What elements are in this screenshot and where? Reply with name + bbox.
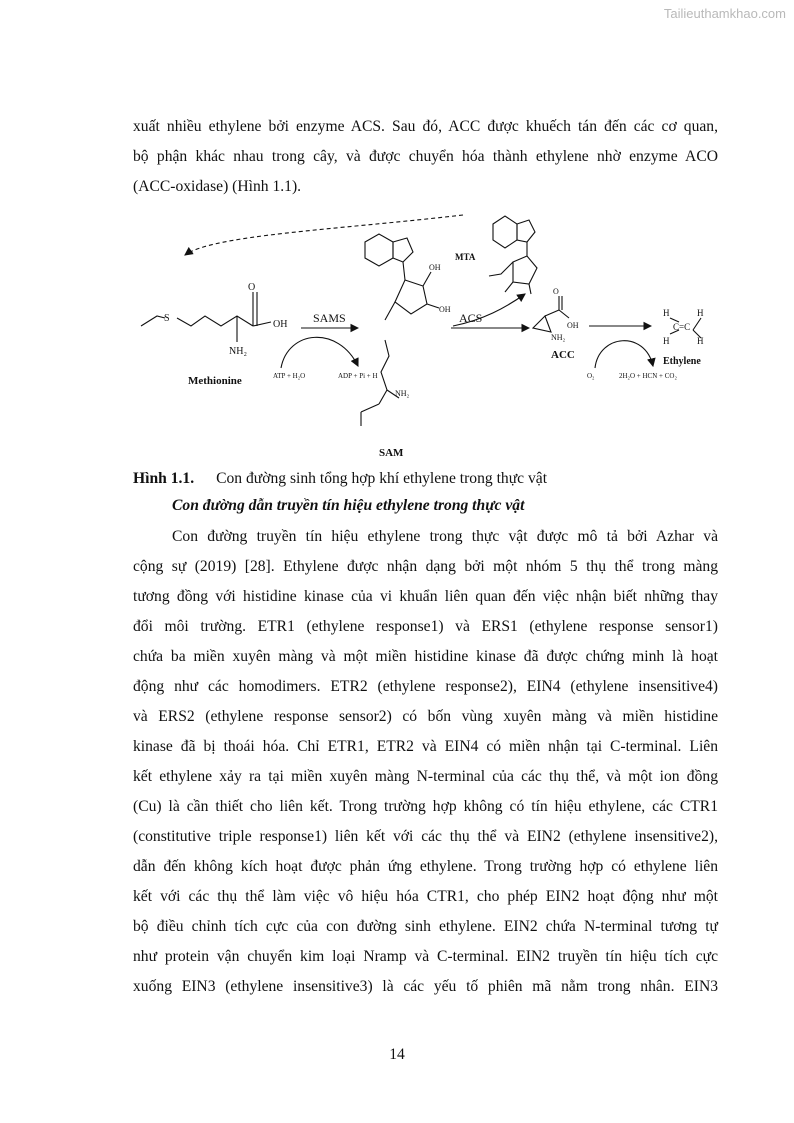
adp-label: ADP + Pi + H — [338, 372, 378, 380]
intro-line: (ACC-oxidase) (Hình 1.1). — [133, 178, 302, 195]
mta-adenine — [493, 216, 517, 248]
h-atom: H — [697, 308, 704, 318]
acc-ring — [533, 316, 551, 332]
mta-label: MTA — [455, 252, 476, 262]
acc-nh2-label: NH₂ — [551, 333, 566, 342]
body-line: kết ethylene xảy ra tại miền xuyên màng N-terminal của các thụ thể, và một ion đồng — [133, 768, 718, 785]
body-line: và ERS2 (ethylene response sensor2) có bốn vùng xuyên màng và miền histidine — [133, 708, 718, 725]
sam-oh-label: OH — [429, 263, 441, 272]
body-line: (constitutive triple response1) liên kết với các thụ thể và EIN2 (ethylene insensitive2), — [133, 828, 718, 845]
acc-oh-label: OH — [567, 321, 579, 330]
body-line: tương đồng với histidine kinase của vi khuẩn liên quan đến việc nhận biết những thay — [133, 588, 718, 605]
sam-adenine — [365, 234, 393, 266]
body-paragraph — [133, 522, 718, 1002]
acc-o-label: O — [553, 287, 559, 296]
body-line: như protein vận chuyển kim loại Nramp và C-terminal. EIN2 truyền tín hiệu tích cực — [133, 948, 718, 965]
figure-ethylene-biosynthesis — [133, 200, 723, 462]
sam-nh2-label: NH₂ — [395, 389, 410, 398]
body-line: bộ điều chỉnh tích cực của con đường sinh ethylene. EIN2 chứa N-terminal tương tự — [133, 918, 718, 935]
h-atom: H — [663, 336, 670, 346]
sams-label: SAMS — [313, 311, 346, 325]
sam-oh2-label: OH — [439, 305, 451, 314]
o-atom: O — [248, 282, 256, 293]
methionine-bond — [141, 316, 165, 326]
intro-paragraph — [133, 112, 718, 202]
body-line: kết với các thụ thể làm việc vô hiệu hóa CTR1, cho phép EIN2 hoạt động như một — [133, 888, 718, 905]
pathway-diagram — [133, 200, 723, 462]
body-line: Con đường truyền tín hiệu ethylene trong thực vật được mô tả bởi Azhar và — [172, 528, 718, 545]
sam-label: SAM — [379, 447, 404, 459]
watermark: Tailieuthamkhao.com — [663, 6, 786, 21]
figure-caption — [133, 470, 547, 488]
body-line: chứa ba miền xuyên màng và một miền histidine kinase đã được chứng minh là hoạt — [133, 648, 718, 665]
body-line: kinase đã bị thoái hóa. Chỉ ETR1, ETR2 và EIN4 có miền nhận tại C-terminal. Liên — [133, 738, 718, 755]
body-line: dẫn đến không kích hoạt được phản ứng ethylene. Trong trường hợp có ethylene liên — [133, 858, 718, 875]
caption-text: Con đường sinh tổng hợp khí ethylene trong thực vật — [216, 470, 548, 487]
caption-label: Hình 1.1. — [133, 470, 195, 487]
ethylene-cc: C=C — [673, 322, 691, 332]
acc-label: ACC — [551, 349, 575, 361]
sam-chain — [379, 340, 389, 404]
body-line: đổi môi trường. ETR1 (ethylene response1) và ERS1 (ethylene response sensor1) — [133, 618, 718, 635]
atp-label: ATP + H₂O — [273, 372, 306, 380]
h-atom: H — [663, 308, 670, 318]
intro-line: bộ phận khác nhau trong cây, và được chuyển hóa thành ethylene nhờ enzyme ACO — [133, 148, 718, 165]
oh-label: OH — [273, 319, 288, 330]
methionine-chain — [177, 316, 253, 326]
recycle-arrow — [185, 215, 463, 255]
body-line: xuống EIN3 (ethylene insensitive3) là các yếu tố phiên mã nằm trong nhân. EIN3 — [133, 978, 718, 995]
nh2-label: NH₂ — [229, 346, 247, 357]
body-line: (Cu) là cần thiết cho liên kết. Trong trường hợp không có tín hiệu ethylene, các CTR1 — [133, 798, 718, 815]
s-atom: S — [164, 313, 170, 324]
section-subheading: Con đường dẫn truyền tín hiệu ethylene trong thực vật — [172, 497, 525, 514]
products-label: 2H₂O + HCN + CO₂ — [619, 372, 677, 380]
ethylene-label: Ethylene — [663, 356, 701, 367]
acs-label: ACS — [459, 311, 483, 325]
methionine-label: Methionine — [188, 375, 242, 387]
body-line: cộng sự (2019) [28]. Ethylene được nhận dạng bởi một nhóm 5 thụ thể trong màng — [133, 558, 718, 575]
sam-ribose — [395, 280, 427, 314]
intro-line: xuất nhiều ethylene bởi enzyme ACS. Sau đó, ACC được khuếch tán đến các cơ quan, — [133, 118, 718, 135]
o2-label: O₂ — [587, 372, 595, 380]
page-number: 14 — [389, 1046, 405, 1063]
mta-ribose — [513, 256, 537, 284]
h-atom: H — [697, 336, 704, 346]
body-line: động như các homodimers. ETR2 (ethylene response2), EIN4 (ethylene insensitive4) — [133, 678, 718, 695]
